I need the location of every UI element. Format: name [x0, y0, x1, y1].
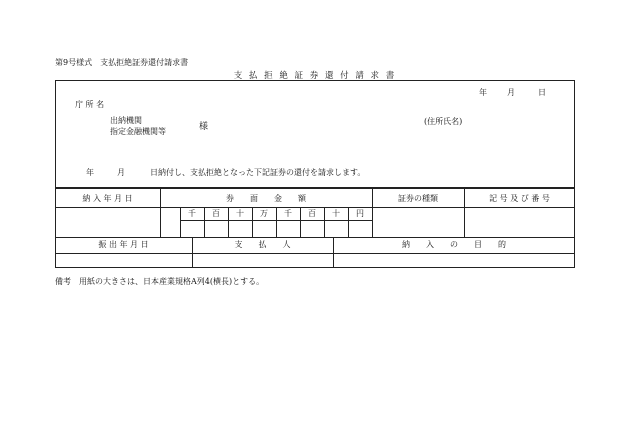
header-symbol-number: 記 号 及 び 番 号: [489, 194, 550, 203]
unit-hyaku-2: 百: [308, 209, 316, 218]
header-payment-purpose: 納 入 の 目 的: [402, 240, 506, 249]
header-payment-date: 納 入 年 月 日: [82, 194, 133, 203]
form-number: 第9号様式 支払拒絶証券還付請求書: [55, 58, 189, 67]
address-label: 庁 所 名: [75, 100, 105, 109]
recipient-line1: 出納機関: [110, 116, 142, 125]
header-security-type: 証券の種類: [398, 194, 438, 203]
recipient-honorific: 様: [199, 122, 209, 132]
date-day-label: 日: [538, 88, 546, 97]
unit-hyaku-1: 百: [212, 209, 220, 218]
request-year-label: 年: [86, 168, 94, 177]
applicant-label: (住所氏名): [424, 117, 463, 126]
date-year-label: 年: [479, 88, 487, 97]
unit-juu-1: 十: [236, 209, 244, 218]
remarks-note: 備考 用紙の大きさは、日本産業規格A列4(横長)とする。: [55, 277, 265, 286]
form-title: 支 払 拒 絶 証 券 還 付 請 求 書: [233, 71, 397, 81]
header-issue-date: 振 出 年 月 日: [98, 240, 149, 249]
unit-sen-1: 千: [188, 209, 196, 218]
date-month-label: 月: [507, 88, 515, 97]
unit-sen-2: 千: [284, 209, 292, 218]
unit-en: 円: [356, 209, 364, 218]
unit-man: 万: [260, 209, 268, 218]
header-face-amount: 券 面 金 額: [226, 194, 306, 203]
request-month-label: 月: [117, 168, 125, 177]
recipient-line2: 指定金融機関等: [110, 127, 166, 136]
unit-juu-2: 十: [332, 209, 340, 218]
header-payer: 支 払 人: [234, 240, 291, 249]
request-sentence: 日納付し、支払拒絶となった下記証券の還付を請求します。: [150, 168, 366, 177]
